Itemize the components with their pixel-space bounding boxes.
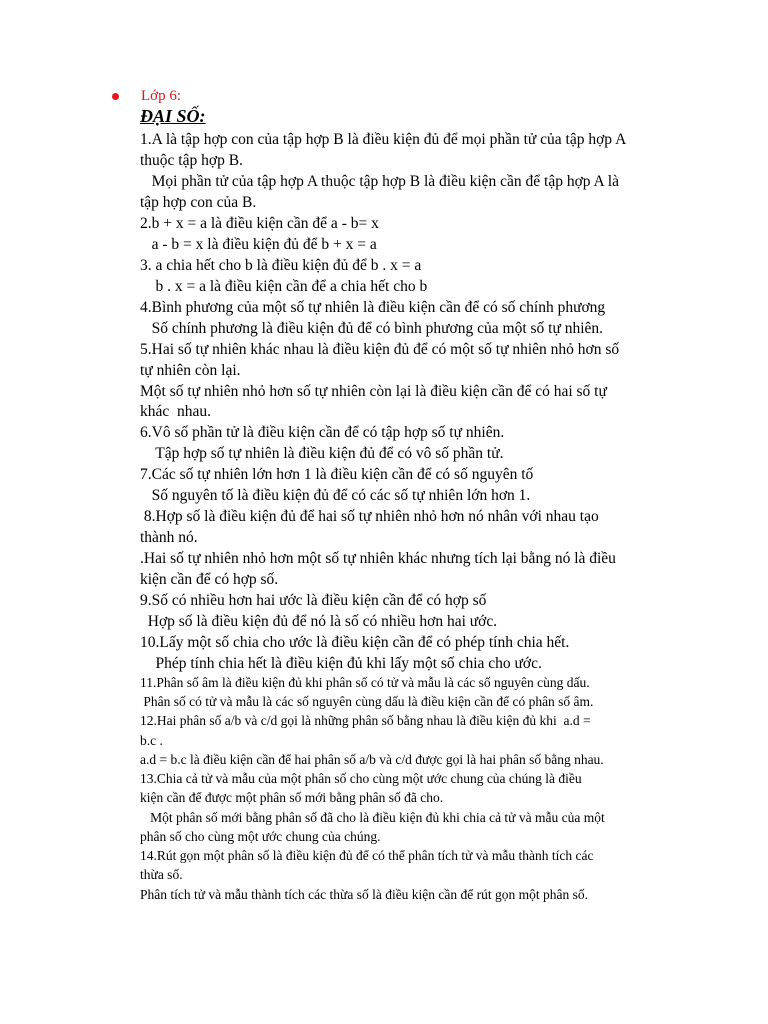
text-line: Phép tính chia hết là điều kiện đủ khi lấy một số chia cho ước. xyxy=(140,655,542,672)
text-line: tự nhiên còn lại. xyxy=(140,362,241,379)
text-line: 13.Chia cả tử và mẫu của một phân số cho cùng một ước chung của chúng là điều xyxy=(140,771,582,786)
text-line: Số chính phương là điều kiện đủ để có bình phương của một số tự nhiên. xyxy=(140,320,604,337)
text-line: 1.A là tập hợp con của tập hợp B là điều kiện đủ để mọi phần tử của tập hợp A xyxy=(140,131,627,148)
text-line: kiện cần để có hợp số. xyxy=(140,571,279,588)
bullet-dot-icon xyxy=(112,93,119,100)
text-line: Hợp số là điều kiện đủ để nó là số có nhiều hơn hai ước. xyxy=(140,613,498,630)
text-line: Một số tự nhiên nhỏ hơn số tự nhiên còn lại là điều kiện cần để có hai số tự xyxy=(140,383,607,400)
text-line: phân số cho cùng một ước chung của chúng. xyxy=(140,829,381,844)
text-line: thuộc tập hợp B. xyxy=(140,152,243,169)
text-line: 8.Hợp số là điều kiện đủ để hai số tự nhiên nhỏ hơn nó nhân với nhau tạo xyxy=(140,508,599,525)
text-line: tập hợp con của B. xyxy=(140,194,257,211)
text-line: 7.Các số tự nhiên lớn hơn 1 là điều kiện cần để có số nguyên tố xyxy=(140,466,534,483)
text-line: 3. a chia hết cho b là điều kiện đủ để b . x = a xyxy=(140,257,422,274)
text-line: a - b = x là điều kiện đủ để b + x = a xyxy=(140,236,377,253)
text-line: 10.Lấy một số chia cho ước là điều kiện cần để có phép tính chia hết. xyxy=(140,634,570,651)
text-line: 11.Phân số âm là điều kiện đủ khi phân số có tử và mẫu là các số nguyên cùng dấu. xyxy=(140,675,590,690)
text-line: 2.b + x = a là điều kiện cần để a - b= x xyxy=(140,215,379,232)
text-line: Một phân số mới bằng phân số đã cho là điều kiện đủ khi chia cả tử và mẫu của một xyxy=(140,810,605,825)
text-line: Phân số có tử và mẫu là các số nguyên cùng dấu là điều kiện cần để có phân số âm. xyxy=(140,694,594,709)
text-line: 4.Bình phương của một số tự nhiên là điều kiện cần để có số chính phương xyxy=(140,299,606,316)
text-line: thừa số. xyxy=(140,867,183,882)
text-line: b.c . xyxy=(140,733,163,748)
text-line: b . x = a là điều kiện cần để a chia hết cho b xyxy=(140,278,428,295)
text-line: .Hai số tự nhiên nhỏ hơn một số tự nhiên khác nhưng tích lại bằng nó là điều xyxy=(140,550,616,567)
grade-bullet xyxy=(112,86,181,106)
text-line: thành nó. xyxy=(140,529,198,546)
text-line: 14.Rút gọn một phân số là điều kiện đủ để có thể phân tích tử và mẫu thành tích các xyxy=(140,848,594,863)
text-line: 9.Số có nhiều hơn hai ước là điều kiện cần để có hợp số xyxy=(140,592,487,609)
text-line: 5.Hai số tự nhiên khác nhau là điều kiện đủ để có một số tự nhiên nhỏ hơn số xyxy=(140,341,620,358)
text-line: Mọi phần tử của tập hợp A thuộc tập hợp B là điều kiện cần để tập hợp A là xyxy=(140,173,619,190)
text-line: 12.Hai phân số a/b và c/d gọi là những phân số bằng nhau là điều kiện đủ khi a.d = xyxy=(140,713,591,728)
text-line: 6.Vô số phần tử là điều kiện cần để có tập hợp số tự nhiên. xyxy=(140,424,505,441)
text-line: Số nguyên tố là điều kiện đủ để có các số tự nhiên lớn hơn 1. xyxy=(140,487,531,504)
text-line: khác nhau. xyxy=(140,403,212,420)
text-line: Phân tích tử và mẫu thành tích các thừa số là điều kiện cần để rút gọn một phân số. xyxy=(140,887,589,902)
text-line: Tập hợp số tự nhiên là điều kiện đủ để có vô số phần tử. xyxy=(140,445,504,462)
text-line: a.d = b.c là điều kiện cần để hai phân số a/b và c/d được gọi là hai phân số bằng nhau. xyxy=(140,752,604,767)
section-title: ĐẠI SỐ: xyxy=(140,106,206,126)
text-line: kiện cần để được một phân số mới bằng phân số đã cho. xyxy=(140,790,444,805)
grade-label: Lớp 6: xyxy=(141,87,182,104)
